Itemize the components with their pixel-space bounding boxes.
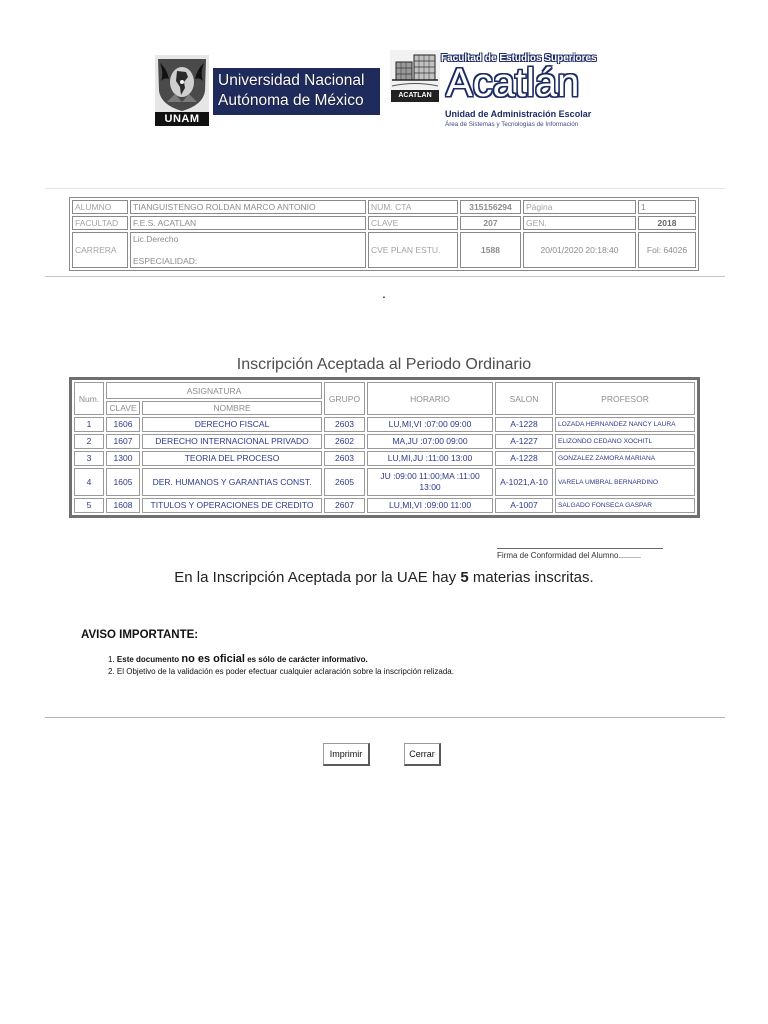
student-info-row bbox=[72, 232, 696, 268]
cell-num: 2 bbox=[74, 434, 104, 449]
pagina-label: Página bbox=[523, 200, 636, 214]
notice-item-rest: es sólo de carácter informativo. bbox=[247, 655, 368, 664]
cell-profesor: VARELA UMBRAL BERNARDINO bbox=[555, 468, 695, 496]
divider-bottom bbox=[45, 717, 725, 718]
fes-building-label: ACATLAN bbox=[391, 90, 439, 102]
cell-salon: A-1021,A-10 bbox=[495, 468, 553, 496]
enrollment-table bbox=[69, 377, 700, 518]
divider-top bbox=[45, 188, 725, 189]
cell-horario: MA,JU :07:00 09:00 bbox=[367, 434, 493, 449]
signature-line bbox=[497, 548, 663, 549]
cell-profesor: SALGADO FONSECA GASPAR bbox=[555, 498, 695, 513]
header-num: Num. bbox=[74, 382, 104, 415]
separator-dot: . bbox=[382, 285, 386, 301]
carrera-value: Lic.Derecho bbox=[133, 234, 179, 244]
fes-logo bbox=[390, 50, 440, 90]
cell-num: 1 bbox=[74, 417, 104, 432]
cell-clave: 1606 bbox=[106, 417, 140, 432]
signature-label: Firma de Conformidad del Alumno bbox=[497, 551, 619, 560]
facultad-value: F.E.S. ACATLAN bbox=[130, 216, 366, 230]
cuenta-label: NUM. CTA bbox=[368, 200, 458, 214]
close-button[interactable]: Cerrar bbox=[404, 743, 441, 766]
summary-prefix: En la Inscripción Aceptada por la UAE hay bbox=[174, 569, 457, 586]
alumno-label: ALUMNO bbox=[72, 200, 128, 214]
fes-area-name: Área de Sistemas y Tecnologías de Información bbox=[445, 121, 579, 128]
signature-label-block bbox=[497, 550, 641, 561]
especialidad-label: ESPECIALIDAD: bbox=[133, 256, 198, 266]
cell-nombre: TEORIA DEL PROCESO bbox=[142, 451, 322, 466]
carrera-label: CARRERA bbox=[72, 232, 128, 268]
table-row bbox=[74, 434, 695, 449]
cell-horario: LU,MI,VI :09:00 11:00 bbox=[367, 498, 493, 513]
unam-name-line1: Universidad Nacional bbox=[218, 72, 365, 89]
generacion-label: GEN. bbox=[523, 216, 636, 230]
header-horario: HORARIO bbox=[367, 382, 493, 415]
unam-acronym: UNAM bbox=[155, 112, 209, 126]
student-info-row bbox=[72, 200, 696, 214]
notice-list bbox=[108, 653, 708, 678]
notice-item bbox=[108, 653, 708, 666]
fes-building-icon bbox=[390, 50, 440, 90]
print-button[interactable]: Imprimir bbox=[323, 743, 370, 766]
cell-nombre: TITULOS Y OPERACIONES DE CREDITO bbox=[142, 498, 322, 513]
cell-profesor: GONZALEZ ZAMORA MARIANA bbox=[555, 451, 695, 466]
table-row bbox=[74, 417, 695, 432]
clave-value: 207 bbox=[460, 216, 521, 230]
unam-name-line2: Autónoma de México bbox=[218, 92, 364, 109]
plan-value: 1588 bbox=[460, 232, 521, 268]
notice-item-number: 1. bbox=[108, 655, 115, 664]
alumno-value: TIANGUISTENGO ROLDAN MARCO ANTONIO bbox=[130, 200, 366, 214]
cell-nombre: DER. HUMANOS Y GARANTIAS CONST. bbox=[142, 468, 322, 496]
header-grupo: GRUPO bbox=[324, 382, 365, 415]
header-profesor: PROFESOR bbox=[555, 382, 695, 415]
cell-nombre: DERECHO FISCAL bbox=[142, 417, 322, 432]
cell-salon: A-1227 bbox=[495, 434, 553, 449]
table-header-row bbox=[74, 382, 695, 399]
cell-grupo: 2603 bbox=[324, 451, 365, 466]
fecha-hora: 20/01/2020 20:18:40 bbox=[523, 232, 636, 268]
generacion-value: 2018 bbox=[638, 216, 696, 230]
cell-clave: 1300 bbox=[106, 451, 140, 466]
cell-profesor: ELIZONDO CEDANO XOCHITL bbox=[555, 434, 695, 449]
fes-faculty-name: Facultad de Estudios Superiores bbox=[441, 53, 597, 64]
summary-count: 5 bbox=[460, 569, 469, 586]
table-row bbox=[74, 498, 695, 513]
cell-horario: JU :09:00 11:00;MA :11:00 13:00 bbox=[367, 468, 493, 496]
unam-crest-icon bbox=[155, 55, 209, 112]
cell-horario: LU,MI,JU :11:00 13:00 bbox=[367, 451, 493, 466]
header-clave: CLAVE bbox=[106, 401, 140, 415]
folio: Fol: 64026 bbox=[638, 232, 696, 268]
carrera-cell bbox=[130, 232, 366, 268]
cuenta-value: 315156294 bbox=[460, 200, 521, 214]
header-nombre: NOMBRE bbox=[142, 401, 322, 415]
summary-suffix: materias inscritas. bbox=[472, 569, 594, 586]
unam-name-block bbox=[213, 68, 380, 115]
cell-clave: 1607 bbox=[106, 434, 140, 449]
clave-label: CLAVE bbox=[368, 216, 458, 230]
notice-heading: AVISO IMPORTANTE: bbox=[81, 629, 199, 641]
cell-nombre: DERECHO INTERNACIONAL PRIVADO bbox=[142, 434, 322, 449]
cell-grupo: 2607 bbox=[324, 498, 365, 513]
plan-label: CVE PLAN ESTU. bbox=[368, 232, 458, 268]
notice-item-text: El Objetivo de la validación es poder efectuar cualquier aclaración sobre la inscripción relizada. bbox=[116, 667, 454, 676]
pagina-value: 1 bbox=[638, 200, 696, 214]
fes-campus-name: Acatlán bbox=[446, 61, 580, 105]
cell-grupo: 2602 bbox=[324, 434, 365, 449]
student-info-row bbox=[72, 216, 696, 230]
cell-salon: A-1007 bbox=[495, 498, 553, 513]
carrera-stack bbox=[133, 233, 363, 267]
fes-unit-name: Unidad de Administración Escolar bbox=[445, 109, 592, 119]
table-row bbox=[74, 468, 695, 496]
cell-num: 4 bbox=[74, 468, 104, 496]
signature-tail-line bbox=[619, 550, 641, 558]
header-asignatura: ASIGNATURA bbox=[106, 382, 322, 399]
cell-horario: LU,MI,VI :07:00 09:00 bbox=[367, 417, 493, 432]
unam-logo bbox=[155, 55, 209, 126]
notice-item-emphasis: no es oficial bbox=[181, 653, 245, 665]
cell-num: 3 bbox=[74, 451, 104, 466]
facultad-label: FACULTAD bbox=[72, 216, 128, 230]
student-info-table bbox=[69, 197, 699, 271]
notice-item-lead: Este documento bbox=[116, 655, 180, 664]
page-title: Inscripción Aceptada al Periodo Ordinario bbox=[236, 356, 532, 373]
cell-profesor: LOZADA HERNANDEZ NANCY LAURA bbox=[555, 417, 695, 432]
cell-clave: 1605 bbox=[106, 468, 140, 496]
cell-grupo: 2605 bbox=[324, 468, 365, 496]
cell-salon: A-1228 bbox=[495, 417, 553, 432]
notice-item-number: 2. bbox=[108, 667, 115, 676]
cell-clave: 1608 bbox=[106, 498, 140, 513]
cell-grupo: 2603 bbox=[324, 417, 365, 432]
notice-item bbox=[108, 666, 708, 678]
cell-num: 5 bbox=[74, 498, 104, 513]
cell-salon: A-1228 bbox=[495, 451, 553, 466]
table-row bbox=[74, 451, 695, 466]
enrollment-summary bbox=[0, 569, 768, 587]
divider-middle bbox=[45, 276, 725, 277]
header-salon: SALON bbox=[495, 382, 553, 415]
